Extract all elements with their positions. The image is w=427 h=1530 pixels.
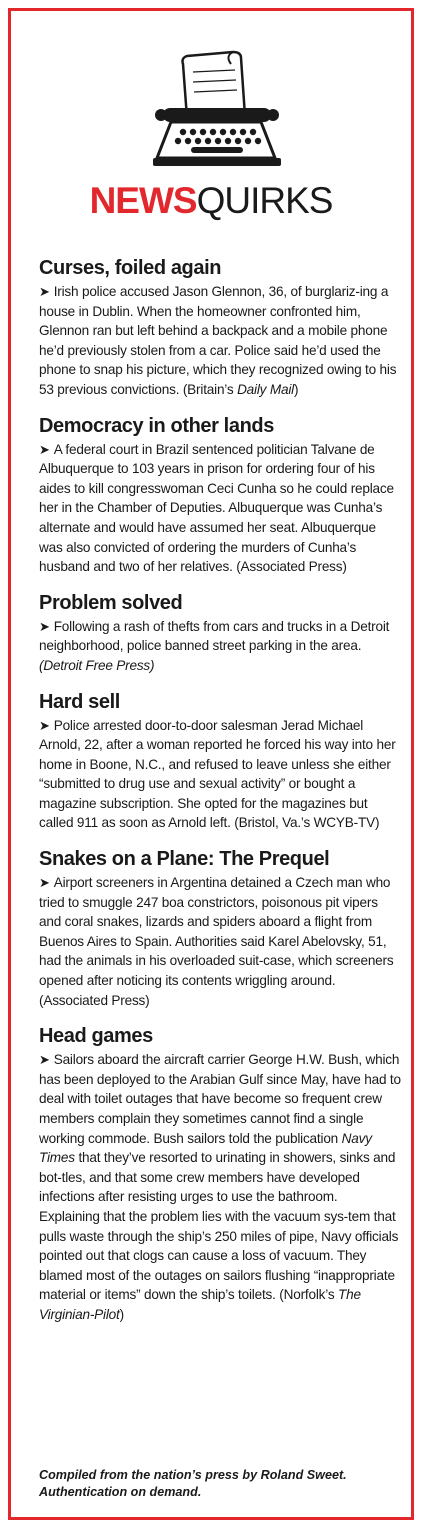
article-curses [39, 256, 401, 400]
source-name: (Detroit Free Press) [39, 657, 155, 673]
article-headline: Problem solved [39, 591, 183, 614]
masthead-news: NEWS [89, 180, 197, 221]
article-hard-sell [39, 690, 401, 834]
credit-authentication: Authentication on demand. [39, 1485, 202, 1499]
article-list [39, 256, 401, 1339]
arrowhead-icon: ➤ [39, 875, 50, 891]
publication-name: Navy Times [39, 1130, 372, 1166]
article-problem-solved [39, 591, 401, 676]
credit-compiled: Compiled from the nation’s press by Roland Sweet. [39, 1468, 347, 1482]
masthead-quirks: QUIRKS [196, 180, 333, 221]
article-body: ➤ A federal court in Brazil sentenced politician Talvane de Albuquerque to 103 years in prison for ordering four of his aides to kill congresswoman Ceci Cunha so he could replace her in the Chamber of Deputies. Albuquerque was Cunha’s alternate and would have assumed her seat. Albuquerque was also convicted of ordering the murders of Cunha’s husband and two of her relatives. (Associated Press) [39, 441, 394, 575]
article-snakes [39, 847, 401, 1010]
article-body: ➤ Irish police accused Jason Glennon, 36, of burglariz-ing a house in Dublin. When the homeowner confronted him, Glennon ran but left behind a backpack and a mobile phone he’d previously stolen from a car. Police said he’d used the phone to snap his picture, which they recognized owing to his 53 previous convictions. (Britain’s Daily Mail) [39, 284, 397, 397]
article-headline: Hard sell [39, 690, 120, 713]
typewriter-icon [141, 46, 291, 176]
article-headline: Head games [39, 1025, 153, 1048]
article-body: ➤ Following a rash of thefts from cars and trucks in a Detroit neighborhood, police banned street parking in the area. (Detroit Free Press) [39, 618, 390, 673]
arrowhead-icon: ➤ [39, 441, 50, 457]
source-name: The Virginian-Pilot [39, 1287, 361, 1322]
arrowhead-icon: ➤ [39, 284, 50, 299]
article-headline: Democracy in other lands [39, 414, 274, 437]
article-headline: Snakes on a Plane: The Prequel [39, 848, 330, 871]
column-frame [8, 8, 414, 1520]
source-name: Daily Mail [237, 381, 294, 397]
arrowhead-icon: ➤ [39, 1052, 50, 1068]
credit-line [39, 1467, 401, 1501]
article-body: ➤ Police arrested door-to-door salesman Jerad Michael Arnold, 22, after a woman reported he forced his way into her home in Boone, N.C., and refused to leave unless she either “submitted to drug use and sexual activity” or bought a magazine subscription. She opted for the magazines but called 911 as soon as Arnold left. (Bristol, Va.’s WCYB-TV) [39, 717, 396, 831]
logo [11, 46, 411, 176]
article-body: ➤ Sailors aboard the aircraft carrier George H.W. Bush, which has been deployed to the Arabian Gulf since May, have had to deal with toilet outages that have become so frequent crew members complain they sometimes cannot find a single working commode. Bush sailors told the publication Navy Times that they’ve resorted to urinating in showers, sinks and bot-tles, and that some crew members have developed infections after resisting urges to use the bathroom. Explaining that the problem lies with the vacuum sys-tem that pulls waste through the ship’s 250 miles of pipe, Navy officials pointed out that clogs can cause a loss of vacuum. They blamed most of the outages on sailors flushing “inappropriate material or items” down the ship’s toilets. (Norfolk’s The Virginian-Pilot) [39, 1052, 401, 1322]
arrowhead-icon: ➤ [39, 717, 50, 733]
masthead [11, 181, 411, 221]
article-body: ➤ Airport screeners in Argentina detained a Czech man who tried to smuggle 247 boa constrictors, poisonous pit vipers and coral snakes, lizards and spiders aboard a flight from Buenos Aires to Spain. Authorities said Karel Abelovsky, 51, had the animals in his overloaded suit-case, which screeners opened after noticing its contents wriggling around. (Associated Press) [39, 875, 394, 1008]
arrowhead-icon: ➤ [39, 618, 50, 634]
article-headline: Curses, foiled again [39, 257, 222, 279]
article-democracy [39, 414, 401, 577]
article-head-games [39, 1024, 401, 1324]
